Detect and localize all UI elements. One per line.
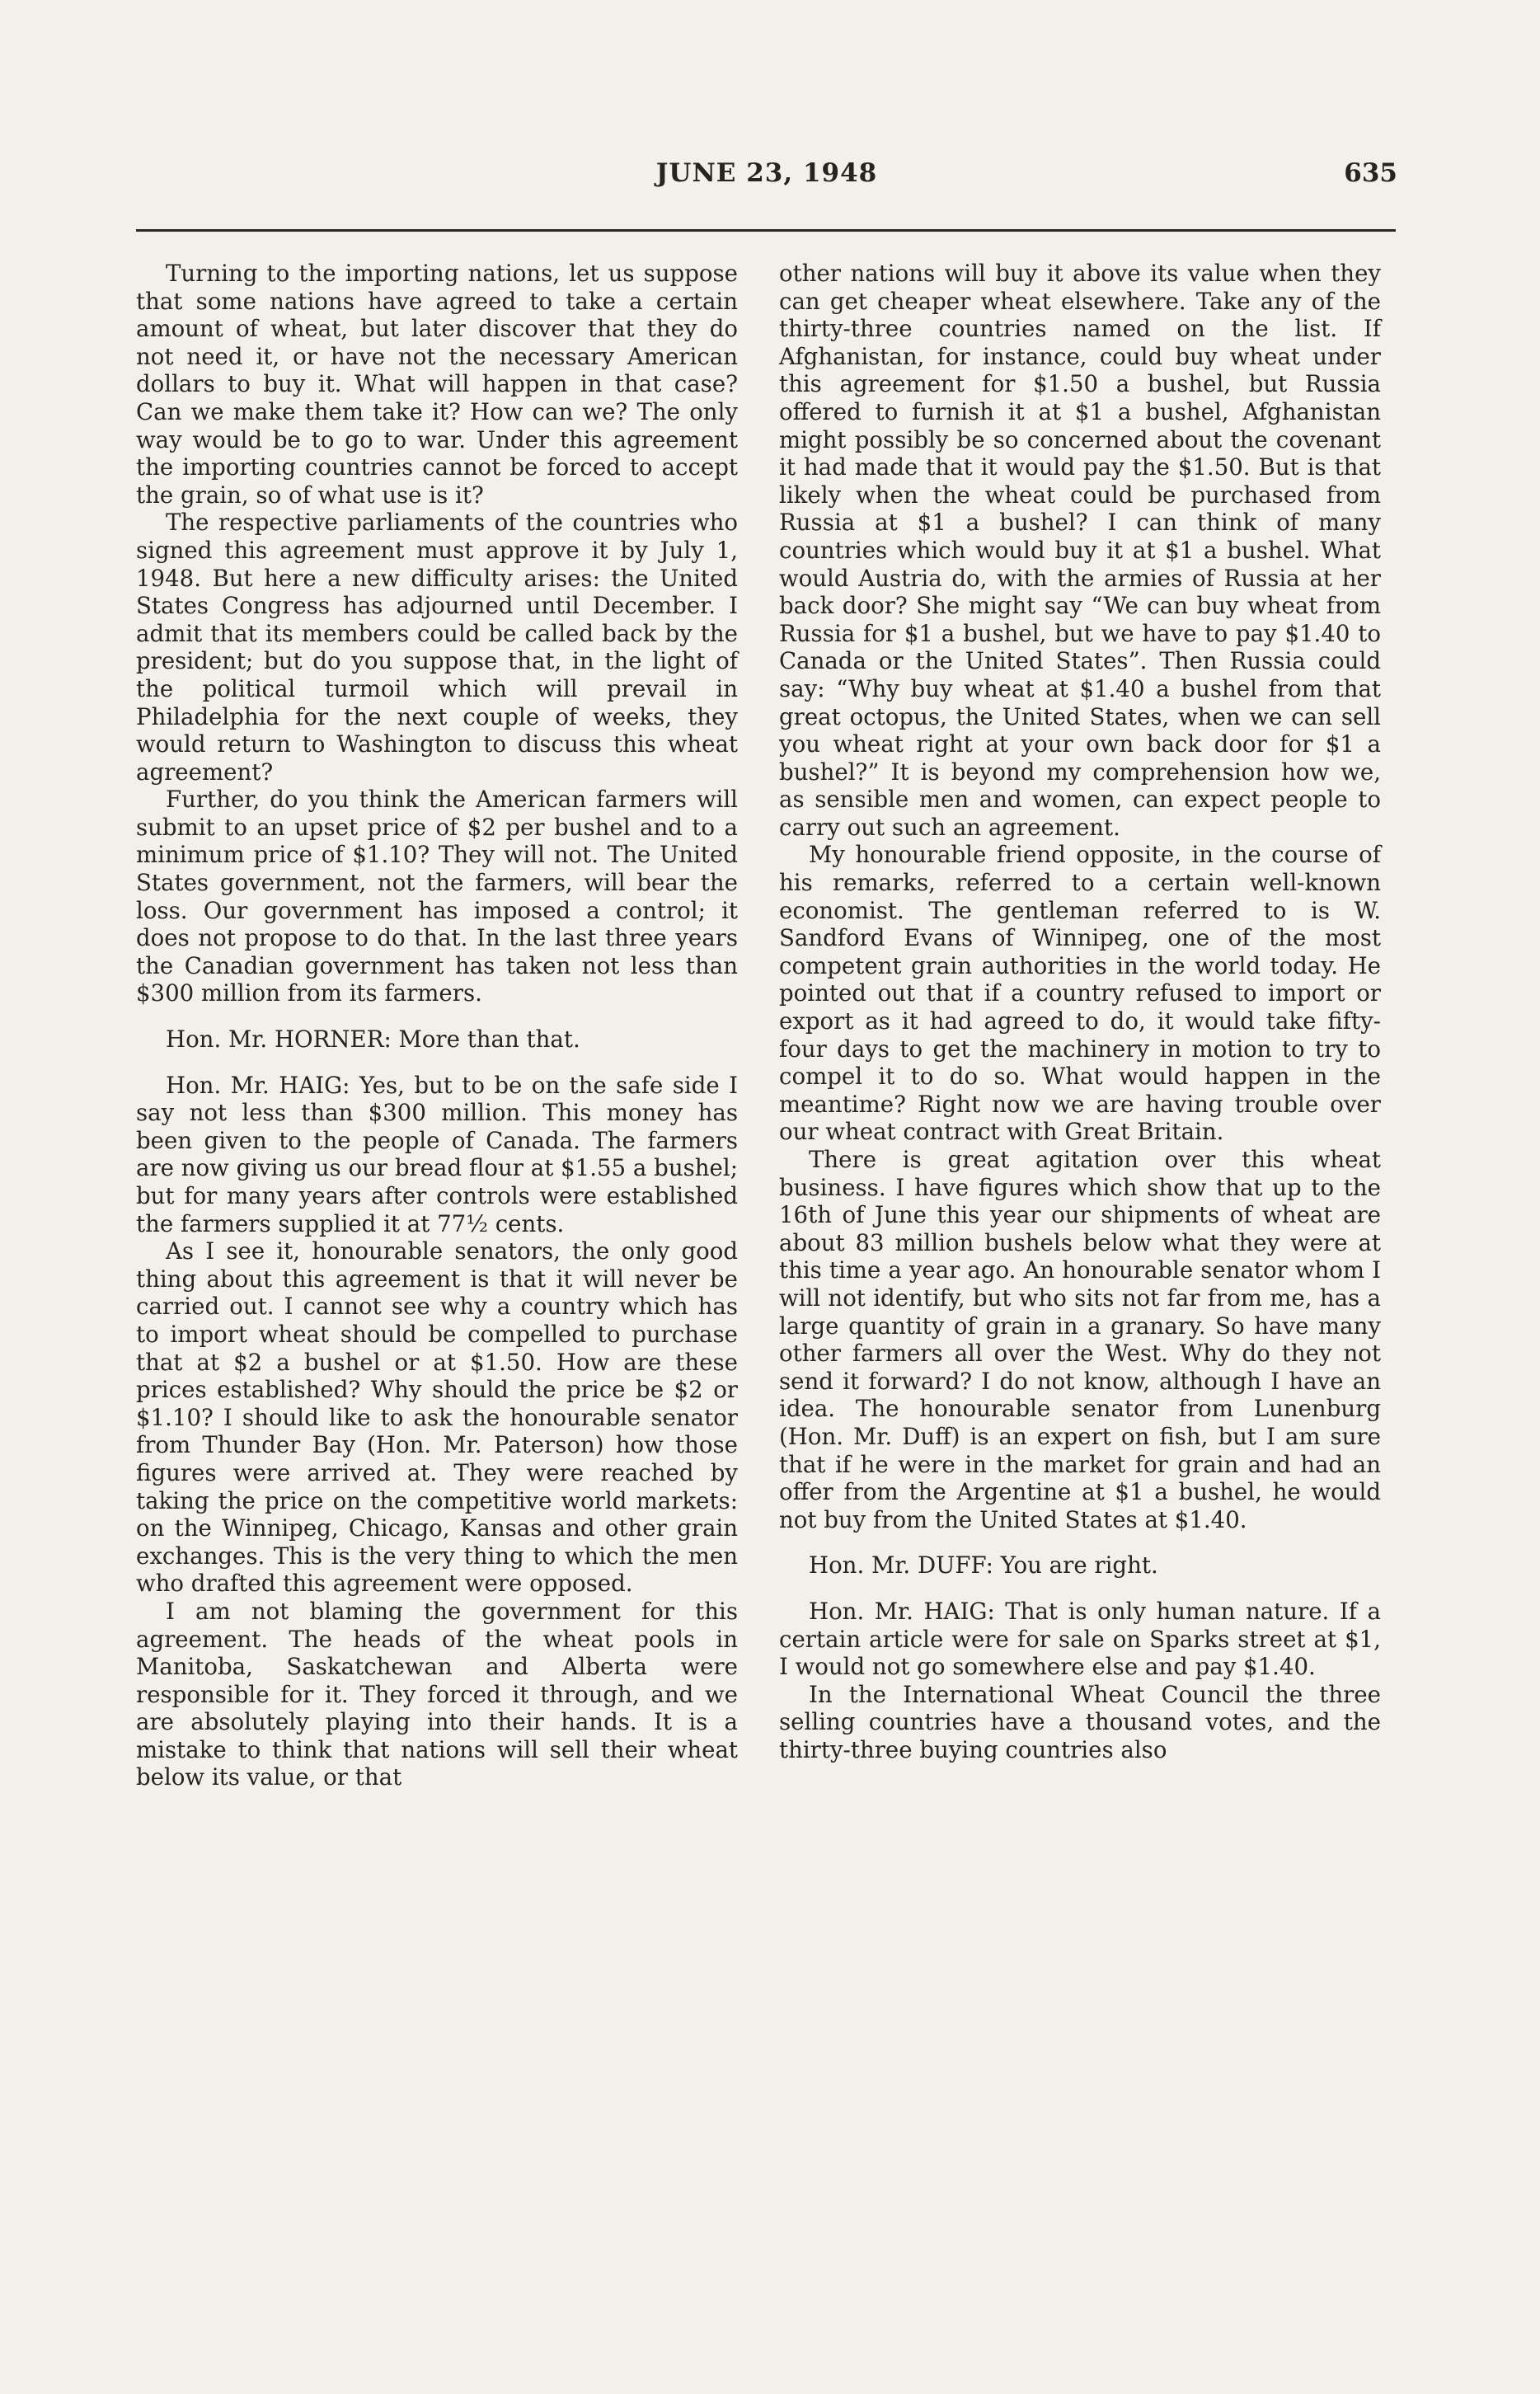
page-number: 635 <box>1344 158 1397 188</box>
paragraph: My honourable friend opposite, in the course of his remarks, referred to a certain well-known economist. The gentleman referred to is W. Sandford Evans of Winnipeg, one of the most competent grain authorities in the world today. He pointed out that if a country refused to import or export as it had agreed to do, it would take fifty-four days to get the machinery in motion to try to compel it to do so. What would happen in the meantime? Right now we are having trouble over our wheat contract with Great Britain. <box>779 841 1381 1146</box>
speaker-paragraph: Hon. Mr. DUFF: You are right. <box>809 1551 1158 1580</box>
paragraph: other nations will buy it above its value when they can get cheaper wheat elsewhere. Take any of the thirty-three countries named on the list. If Afghanistan, for instance, could buy wheat under this agreement for $1.50 a bushel, but Russia offered to furnish it at $1 a bushel, Afghanistan might possibly be so concerned about the covenant it had made that it would pay the $1.50. But is that likely when the wheat could be purchased from Russia at $1 a bushel? I can think of many countries which would buy it at $1 a bushel. What would Austria do, with the armies of Russia at her back door? She might say “We can buy wheat from Russia for $1 a bushel, but we have to pay $1.40 to Canada or the United States”. Then Russia could say: “Why buy wheat at $1.40 a bushel from that great octopus, the United States, when we can sell you wheat right at your own back door for $1 a bushel?” It is beyond my comprehension how we, as sensible men and women, can expect people to carry out such an agreement. <box>779 260 1381 841</box>
paragraph: The respective parliaments of the countries who signed this agreement must approve it by July 1, 1948. But here a new difficulty arises: the United States Congress has adjourned until December. I admit that its members could be called back by the president; but do you suppose that, in the light of the political turmoil which will prevail in Philadelphia for the next couple of weeks, they would return to Washington to discuss this wheat agreement? <box>136 509 738 786</box>
paragraph: Turning to the importing nations, let us suppose that some nations have agreed to take a certain amount of wheat, but later discover that they do not need it, or have not the necessary American dollars to buy it. What will happen in that case? Can we make them take it? How can we? The only way would be to go to war. Under this agreement the importing countries cannot be forced to accept the grain, so of what use is it? <box>136 260 738 509</box>
speaker-paragraph: Hon. Mr. HORNER: More than that. <box>166 1026 580 1054</box>
page-header <box>136 158 1397 200</box>
page-date: JUNE 23, 1948 <box>655 158 878 188</box>
left-column <box>136 260 738 1791</box>
header-rule <box>136 229 1396 232</box>
paragraph: As I see it, honourable senators, the only good thing about this agreement is that it will never be carried out. I cannot see why a country which has to import wheat should be compelled to purchase that at $2 a bushel or at $1.50. How are these prices established? Why should the price be $2 or $1.10? I should like to ask the honourable senator from Thunder Bay (Hon. Mr. Paterson) how those figures were arrived at. They were reached by taking the price on the competitive world markets: on the Winnipeg, Chicago, Kansas and other grain exchanges. This is the very thing to which the men who drafted this agreement were opposed. <box>136 1237 738 1598</box>
paragraph: I am not blaming the government for this agreement. The heads of the wheat pools in Manitoba, Saskatchewan and Alberta were responsible for it. They forced it through, and we are absolutely playing into their hands. It is a mistake to think that nations will sell their wheat below its value, or that <box>136 1597 738 1791</box>
speaker-paragraph: Hon. Mr. HAIG: Yes, but to be on the safe side I say not less than $300 million. This money has been given to the people of Canada. The farmers are now giving us our bread flour at $1.55 a bushel; but for many years after controls were established the farmers supplied it at 77½ cents. <box>136 1071 738 1237</box>
right-column <box>779 260 1381 1763</box>
speaker-paragraph: Hon. Mr. HAIG: That is only human nature. If a certain article were for sale on Sparks street at $1, I would not go somewhere else and pay $1.40. <box>779 1597 1381 1681</box>
paragraph: In the International Wheat Council the three selling countries have a thousand votes, and the thirty-three buying countries also <box>779 1680 1381 1763</box>
paragraph: Further, do you think the American farmers will submit to an upset price of $2 per bushel and to a minimum price of $1.10? They will not. The United States government, not the farmers, will bear the loss. Our government has imposed a control; it does not propose to do that. In the last three years the Canadian government has taken not less than $300 million from its farmers. <box>136 786 738 1007</box>
paragraph: There is great agitation over this wheat business. I have figures which show that up to the 16th of June this year our shipments of wheat are about 83 million bushels below what they were at this time a year ago. An honourable senator whom I will not identify, but who sits not far from me, has a large quantity of grain in a granary. So have many other farmers all over the West. Why do they not send it forward? I do not know, although I have an idea. The honourable senator from Lunenburg (Hon. Mr. Duff) is an expert on fish, but I am sure that if he were in the market for grain and had an offer from the Argentine at $1 a bushel, he would not buy from the United States at $1.40. <box>779 1146 1381 1533</box>
